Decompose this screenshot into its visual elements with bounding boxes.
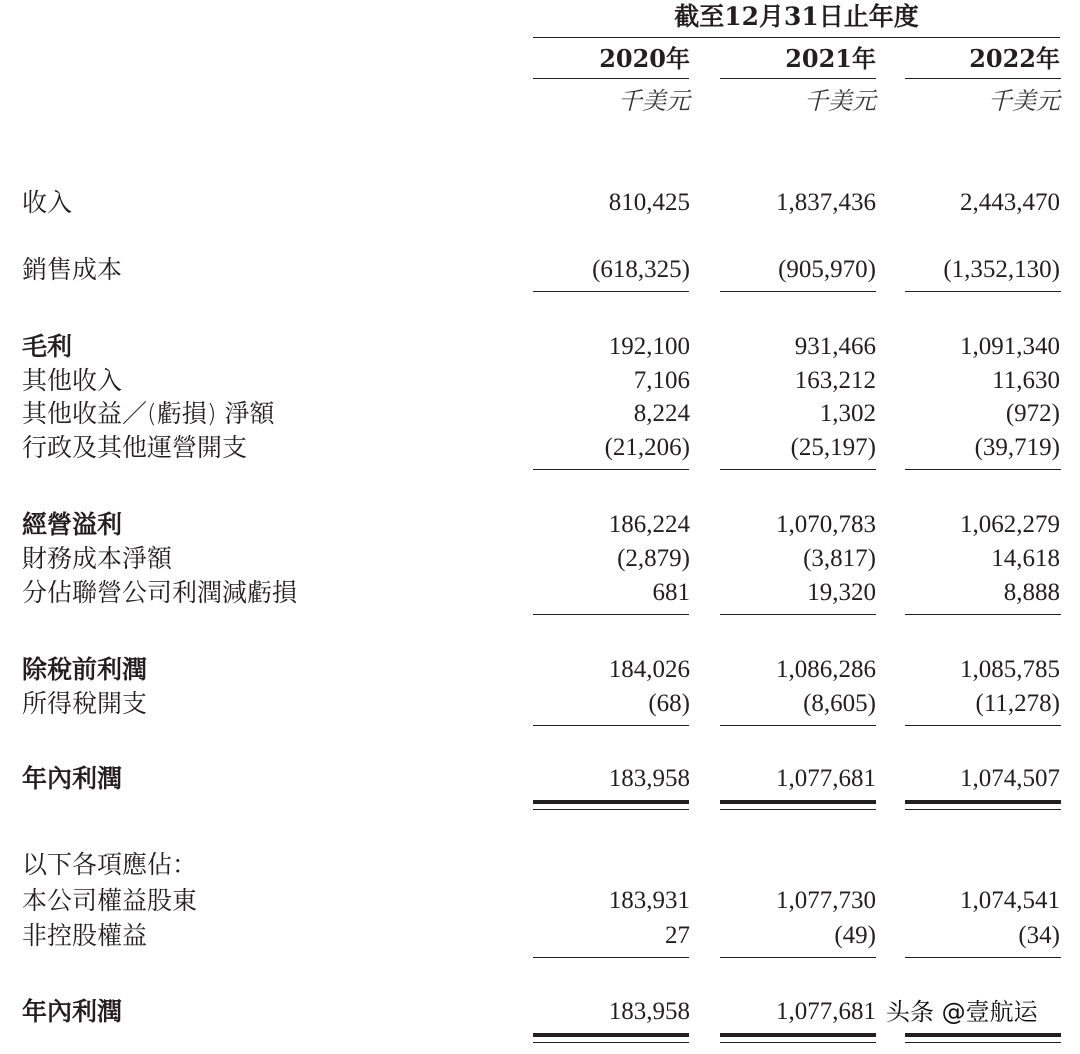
value-cell: 2,443,470 bbox=[960, 189, 1060, 216]
underline bbox=[905, 469, 1061, 470]
value-cell: 1,085,785 bbox=[960, 656, 1060, 683]
row-label: 銷售成本 bbox=[22, 255, 123, 284]
value-cell: (905,970) bbox=[778, 256, 876, 283]
year-header-2022: 2022年 bbox=[969, 44, 1060, 73]
double-underline bbox=[720, 1033, 876, 1037]
double-underline bbox=[720, 809, 876, 810]
value-cell: (618,325) bbox=[592, 256, 690, 283]
underline bbox=[720, 725, 876, 726]
row-label: 其他收益／(虧損) 淨額 bbox=[22, 399, 275, 428]
row-label: 以下各項應佔： bbox=[22, 850, 198, 879]
row-label: 年內利潤 bbox=[22, 997, 123, 1026]
row-label: 除稅前利潤 bbox=[22, 655, 148, 684]
year-rule bbox=[905, 78, 1061, 79]
watermark: 头条 @壹航运 bbox=[886, 995, 1038, 1029]
row-label: 年內利潤 bbox=[22, 764, 123, 793]
value-cell: (21,206) bbox=[604, 434, 690, 461]
underline bbox=[720, 957, 876, 958]
row-label: 行政及其他運營開支 bbox=[22, 433, 248, 462]
year-header-2021: 2021年 bbox=[785, 44, 876, 73]
underline bbox=[905, 725, 1061, 726]
value-cell: 931,466 bbox=[794, 333, 876, 360]
value-cell: 14,618 bbox=[991, 545, 1060, 572]
unit-label: 千美元 bbox=[988, 87, 1060, 115]
underline bbox=[533, 614, 689, 615]
value-cell: (49) bbox=[834, 922, 876, 949]
double-underline bbox=[720, 800, 876, 804]
unit-label: 千美元 bbox=[804, 87, 876, 115]
double-underline bbox=[720, 1042, 876, 1043]
value-cell: 183,931 bbox=[608, 887, 690, 914]
underline bbox=[533, 291, 689, 292]
year-rule bbox=[533, 78, 689, 79]
value-cell: (25,197) bbox=[790, 434, 876, 461]
value-cell: 163,212 bbox=[794, 367, 876, 394]
value-cell: 1,077,730 bbox=[776, 887, 876, 914]
value-cell: 192,100 bbox=[608, 333, 690, 360]
row-label: 分佔聯營公司利潤減虧損 bbox=[22, 578, 298, 607]
value-cell: (34) bbox=[1018, 922, 1060, 949]
value-cell: (2,879) bbox=[617, 545, 690, 572]
double-underline bbox=[533, 809, 689, 810]
value-cell: (68) bbox=[648, 690, 690, 717]
double-underline bbox=[905, 1042, 1061, 1043]
row-label: 其他收入 bbox=[22, 366, 123, 395]
underline bbox=[533, 469, 689, 470]
header-rule bbox=[533, 37, 1060, 38]
row-label: 經營溢利 bbox=[22, 510, 123, 539]
value-cell: 11,630 bbox=[992, 367, 1060, 394]
year-header-2020: 2020年 bbox=[599, 44, 690, 73]
value-cell: 1,086,286 bbox=[776, 656, 876, 683]
value-cell: (39,719) bbox=[974, 434, 1060, 461]
value-cell: 27 bbox=[665, 922, 690, 949]
value-cell: 1,077,681 bbox=[776, 998, 876, 1025]
row-label: 毛利 bbox=[22, 332, 73, 361]
double-underline bbox=[905, 800, 1061, 804]
double-underline bbox=[533, 1042, 689, 1043]
value-cell: 19,320 bbox=[807, 579, 876, 606]
value-cell: 8,888 bbox=[1003, 579, 1060, 606]
underline bbox=[720, 614, 876, 615]
value-cell: (8,605) bbox=[803, 690, 876, 717]
value-cell: 183,958 bbox=[608, 998, 690, 1025]
value-cell: 1,074,507 bbox=[960, 765, 1060, 792]
value-cell: 183,958 bbox=[608, 765, 690, 792]
value-cell: (3,817) bbox=[803, 545, 876, 572]
underline bbox=[905, 614, 1061, 615]
value-cell: 186,224 bbox=[608, 511, 690, 538]
value-cell: 7,106 bbox=[633, 367, 690, 394]
value-cell: 681 bbox=[652, 579, 690, 606]
row-label: 所得稅開支 bbox=[22, 689, 148, 718]
unit-label: 千美元 bbox=[618, 87, 690, 115]
year-rule bbox=[720, 78, 876, 79]
period-header: 截至12月31日止年度 bbox=[674, 2, 919, 31]
value-cell: 1,062,279 bbox=[960, 511, 1060, 538]
row-label: 收入 bbox=[22, 188, 73, 217]
value-cell: 1,070,783 bbox=[776, 511, 876, 538]
value-cell: 184,026 bbox=[608, 656, 690, 683]
underline bbox=[720, 291, 876, 292]
underline bbox=[905, 291, 1061, 292]
value-cell: 1,077,681 bbox=[776, 765, 876, 792]
double-underline bbox=[533, 800, 689, 804]
double-underline bbox=[905, 809, 1061, 810]
value-cell: 1,074,541 bbox=[960, 887, 1060, 914]
double-underline bbox=[905, 1033, 1061, 1037]
double-underline bbox=[533, 1033, 689, 1037]
underline bbox=[533, 957, 689, 958]
value-cell: (1,352,130) bbox=[943, 256, 1060, 283]
value-cell: (11,278) bbox=[975, 690, 1060, 717]
value-cell: 1,837,436 bbox=[776, 189, 876, 216]
row-label: 本公司權益股東 bbox=[22, 886, 198, 915]
value-cell: 8,224 bbox=[633, 400, 690, 427]
row-label: 非控股權益 bbox=[22, 921, 148, 950]
value-cell: 1,091,340 bbox=[960, 333, 1060, 360]
value-cell: (972) bbox=[1005, 400, 1060, 427]
underline bbox=[905, 957, 1061, 958]
underline bbox=[533, 725, 689, 726]
underline bbox=[720, 469, 876, 470]
row-label: 財務成本淨額 bbox=[22, 544, 173, 573]
value-cell: 1,302 bbox=[819, 400, 876, 427]
value-cell: 810,425 bbox=[608, 189, 690, 216]
